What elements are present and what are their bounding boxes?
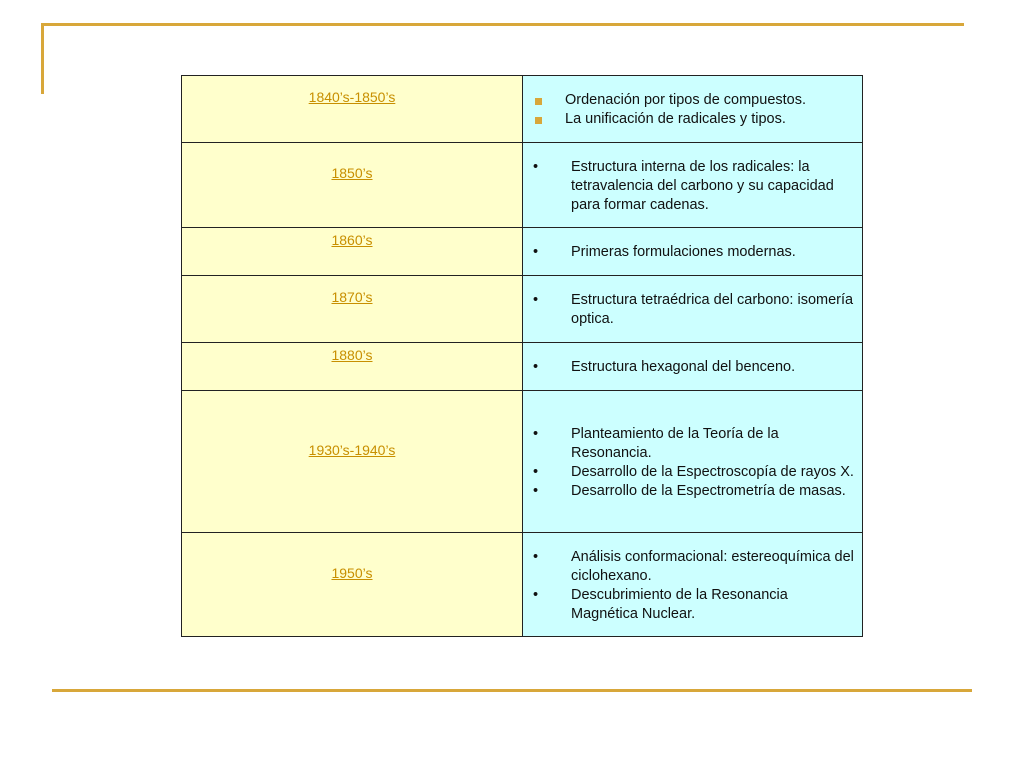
frame-bottom-line	[52, 689, 972, 692]
period-link[interactable]: 1840’s-1850’s	[308, 89, 396, 105]
period-link[interactable]: 1950’s	[331, 564, 373, 581]
list-item	[533, 586, 854, 624]
table-row	[182, 533, 863, 637]
period-link[interactable]: 1870’s	[331, 289, 373, 305]
description-cell	[523, 143, 863, 228]
dot-bullet-icon: •	[533, 548, 539, 565]
period-link[interactable]: 1880’s	[331, 346, 373, 363]
dot-bullet-icon: •	[533, 586, 539, 603]
square-bullet-icon	[535, 98, 542, 105]
description-cell	[523, 533, 863, 637]
table-row	[182, 276, 863, 343]
dot-bullet-icon: •	[533, 482, 539, 499]
description-cell	[523, 228, 863, 276]
description-list	[533, 158, 854, 215]
list-item	[533, 425, 854, 463]
list-item	[533, 91, 854, 110]
list-item-text: Descubrimiento de la Resonancia Magnética Nuclear.	[571, 586, 788, 622]
period-cell	[182, 391, 523, 533]
description-list	[533, 291, 854, 329]
table-row	[182, 143, 863, 228]
list-item-text: Primeras formulaciones modernas.	[571, 244, 796, 260]
period-link[interactable]: 1930’s-1940’s	[308, 441, 396, 458]
list-item-text: La unificación de radicales y tipos.	[565, 111, 786, 127]
list-item-text: Análisis conformacional: estereoquímica del ciclohexano.	[571, 548, 854, 584]
table-row	[182, 391, 863, 533]
description-cell	[523, 276, 863, 343]
dot-bullet-icon: •	[533, 292, 539, 308]
list-item	[533, 358, 854, 377]
list-item	[533, 482, 854, 501]
list-item	[533, 243, 854, 262]
period-cell	[182, 143, 523, 228]
description-cell	[523, 391, 863, 533]
period-cell	[182, 228, 523, 276]
period-link[interactable]: 1850’s	[331, 165, 373, 181]
description-list	[533, 243, 854, 262]
description-cell	[523, 343, 863, 391]
table-row	[182, 76, 863, 143]
list-item	[533, 548, 854, 586]
list-item	[533, 110, 854, 129]
list-item-text: Ordenación por tipos de compuestos.	[565, 92, 806, 108]
description-list	[533, 425, 854, 501]
dot-bullet-icon: •	[533, 244, 539, 260]
square-bullet-icon	[535, 117, 542, 124]
list-item-text: Planteamiento de la Teoría de la Resonancia.	[571, 425, 779, 461]
description-cell	[523, 76, 863, 143]
list-item-text: Desarrollo de la Espectrometría de masas.	[571, 482, 846, 499]
list-item-text: Estructura interna de los radicales: la tetravalencia del carbono y su capacidad para formar cadenas.	[571, 158, 834, 213]
timeline-table	[181, 75, 863, 637]
period-cell	[182, 276, 523, 343]
table-row	[182, 343, 863, 391]
list-item	[533, 291, 854, 329]
period-cell	[182, 533, 523, 637]
dot-bullet-icon: •	[533, 158, 539, 175]
description-list	[533, 358, 854, 377]
dot-bullet-icon: •	[533, 463, 539, 480]
description-list	[533, 91, 854, 129]
frame-top-line	[41, 23, 964, 26]
dot-bullet-icon: •	[533, 359, 539, 375]
dot-bullet-icon: •	[533, 425, 539, 442]
period-cell	[182, 343, 523, 391]
list-item-text: Estructura hexagonal del benceno.	[571, 359, 796, 375]
list-item	[533, 158, 854, 215]
description-list	[533, 548, 854, 624]
list-item-text: Desarrollo de la Espectroscopía de rayos X.	[571, 463, 854, 480]
frame-left-line	[41, 23, 44, 94]
list-item-text: Estructura tetraédrica del carbono: isomería optica.	[571, 292, 854, 327]
period-link[interactable]: 1860’s	[331, 231, 373, 248]
list-item	[533, 463, 854, 482]
period-cell	[182, 76, 523, 143]
table-row	[182, 228, 863, 276]
